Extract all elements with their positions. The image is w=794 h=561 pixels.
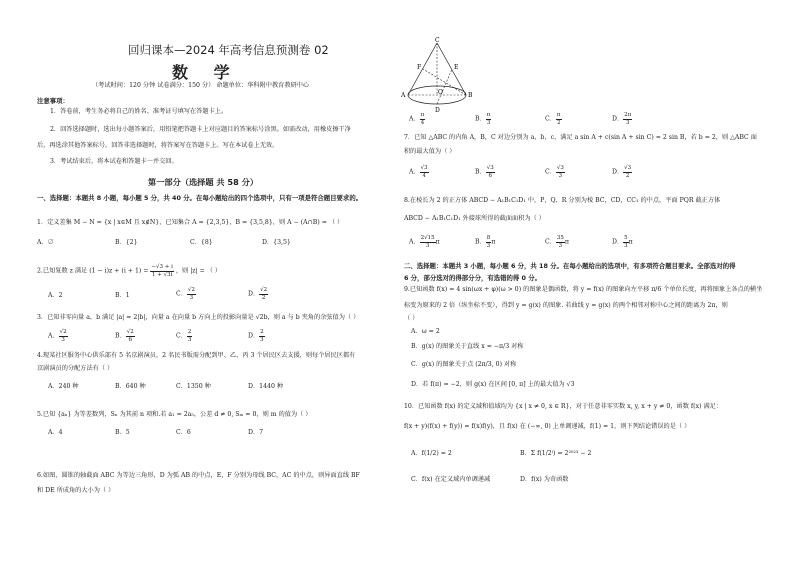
q10-option: A．f(1/2) = 2 [411, 450, 452, 457]
question-6-line: 6.如图，圆锥的轴截面 ABC 为等边三角形，D 为弧 AB 的中点，E，F 分别为母线 BC，AC 的中点，则异面直线 BF [37, 472, 360, 479]
cone-figure [398, 36, 478, 116]
q9-option: C．g(x) 的图象关于点 (2π/3, 0) 对称 [411, 361, 517, 368]
q1-option: A．∅ [37, 239, 54, 246]
q7-option: A． $\frac{√3}{4}$ [409, 165, 428, 179]
question-8-line: 8.在棱长为 2 的正方体 ABCD − A₁B₁C₁D₁ 中，P，Q，R 分别为棱 BC，CD，CC₁ 的中点，平面 PQR 截正方体 [404, 197, 721, 204]
q5-option: C．6 [176, 429, 191, 436]
q9-option: D．若 f(π) = −2，则 g(x) 在区间 [0, π] 上的最大值为 √3 [411, 381, 575, 388]
q10-option: B．Σ f(1/2ⁱ) = 2²⁰²³ − 2 [520, 450, 592, 457]
q6-option: A． $\frac{\pi}{4}$ [409, 112, 425, 126]
exam-meta: （考试时间：120 分钟 试卷满分：150 分） 命题单位：华科附中教育教研中心 [92, 82, 310, 89]
q8-option: A． $\frac{2√15}{3}$ π [409, 235, 440, 249]
label-b: B [468, 92, 473, 99]
q6-option: D． $\frac{2\pi}{3}$ [612, 112, 632, 126]
q8-option: D． $\frac{5}{3}$ π [612, 235, 633, 249]
q4-option: D．1440 种 [248, 383, 284, 390]
q2-option: D． $\frac{√2}{2}$ [248, 287, 268, 301]
label-e: E [454, 64, 459, 71]
question-5: 5.已知 {aₙ} 为等差数列，Sₙ 为其前 n 项和.若 a₁ = 2a₅，公差 d ≠ 0, Sₘ = 0，则 m 的值为（ ） [37, 411, 312, 418]
q2-option: A．2 [48, 292, 63, 299]
exam-title: 回归课本—2024 年高考信息预测卷 02 [128, 43, 329, 57]
q6-option: C． $\frac{\pi}{2}$ [545, 112, 561, 126]
q4-option: B．640 种 [115, 383, 146, 390]
q1-option: D．{3,5} [262, 239, 291, 246]
q8-option: C． $\frac{35}{3}$ π [545, 235, 569, 249]
note-line: 2．回答选择题时，选出每小题答案后，用铅笔把答题卡上对应题目的答案标号涂黑。如需改动，用橡皮擦干净 [50, 126, 351, 133]
question-6-line: 和 DE 所成角的大小为（ ） [37, 487, 115, 494]
note-line: 后，再选涂其他答案标号。回答非选择题时，将答案写在答题卡上。写在本试卷上无效。 [37, 142, 279, 149]
question-2: 2.已知复数 z 满足 (1 − i)z + (i + 1) = $\frac{-√3 + i}{1 + √3i}$ ，则 |z| = （ ） [37, 264, 222, 278]
question-9-line: 标变为原来的 2 倍（纵坐标不变），得到 y = g(x) 的图象. 若曲线 y = g(x) 的两个相邻对称中心之间的距离为 2π，则 [404, 302, 728, 309]
q7-option: D． $\frac{√3}{2}$ [612, 165, 632, 179]
q8-option: B． $\frac{8}{3}$ π [475, 235, 496, 249]
part-title: 第一部分（选择题 共 58 分） [148, 177, 259, 187]
section-one-heading: 一、选择题：本题共 8 小题，每小题 5 分，共 40 分。在每小题给出的四个选项中，只有一项是符合题目要求的。 [37, 194, 363, 202]
question-4-line: 4.现某社区服务中心供乐部有 5 名京剧演员，2 名民书版需分配到甲、乙、丙 3 个居民区去支援，则每个居民区都有 [37, 352, 356, 359]
q7-option: B． $\frac{√3}{6}$ [475, 165, 494, 179]
note-line: 3．考试结束后，将本试卷和答题卡一并交回。 [50, 158, 178, 165]
notes-heading: 注意事项： [37, 97, 69, 105]
q9-option: B．g(x) 的图象关于直线 x = −π/3 对称 [411, 343, 524, 350]
label-a: A [401, 92, 406, 99]
question-7-line: 积的最大值为（ ） [404, 148, 456, 155]
label-o: O [438, 89, 443, 96]
q10-option: D．f(x) 为奇函数 [520, 476, 569, 483]
q1-option: C．{8} [190, 239, 213, 246]
question-10-line: f(x + y)(f(x) + f(y)) = f(x)f(y)，且 f(x) 在 (−∞, 0) 上单调递减，f(1) = 1，则下列结论错误的是（ ） [404, 423, 691, 430]
label-d: D [435, 107, 440, 114]
label-f: F [417, 64, 422, 71]
q3-option: C． $\frac{2}{3}$ [176, 329, 192, 343]
question-7-line: 7．已知 △ABC 的内角 A，B，C 对边分别为 a，b，c，满足 a sin A + c(sin A + sin C) = 2 sin B，若 b = 2，则 △ABC 面 [404, 134, 757, 141]
q4-option: C．1350 种 [176, 383, 211, 390]
q3-option: D． $\frac{2}{3}$ [248, 329, 264, 343]
q7-option: C． $\frac{√3}{3}$ [545, 165, 564, 179]
q3-option: B． $\frac{√2}{6}$ [115, 329, 134, 343]
q3-option: A． $\frac{√2}{3}$ [48, 329, 67, 343]
question-4-line: 京剧演员的分配方法有（ ） [37, 365, 114, 372]
section-two-heading: 6 分，部分选对的得部分分，有选错的得 0 分。 [404, 274, 541, 282]
q1-option: B．{2} [115, 239, 138, 246]
question-10-line: 10．已知函数 f(x) 的定义域和值域均为 {x | x ≠ 0, x ∈ R}，对于任意非零实数 x, y, x + y ≠ 0，函数 f(x) 满足： [404, 403, 723, 410]
question-8-line: ABCD − A₁B₁C₁D₁ 外接球所得的截面面积为（ ） [404, 215, 545, 222]
q2-option: B．1 [115, 292, 130, 299]
subject-title: 数 学 [172, 63, 240, 82]
label-c: C [435, 37, 440, 44]
q5-option: B．5 [115, 429, 130, 436]
q2-option: C． $\frac{√2}{3}$ [176, 287, 195, 301]
q5-option: A．4 [48, 429, 63, 436]
q10-option: C．f(x) 在定义域内单调递减 [411, 476, 491, 483]
note-line: 1．答卷前，考生务必将自己的姓名、准考证号填写在答题卡上。 [50, 108, 228, 115]
section-two-heading: 二、选择题：本题共 3 小题，每小题 6 分，共 18 分。在每小题给出的选项中，有多项符合题目要求。全部选对的得 [404, 262, 736, 270]
q5-option: D．7 [248, 429, 264, 436]
q6-option: B． $\frac{\pi}{3}$ [475, 112, 491, 126]
q4-option: A．240 种 [48, 383, 79, 390]
question-3: 3．已知非零向量 a，b 满足 |a| = 2|b|，向量 a 在向量 b 方向上的投影向量是 √2b，则 a 与 b 夹角的余弦值为（ ） [37, 314, 360, 321]
question-9-line: （ ） [404, 315, 419, 322]
q9-option: A．ω = 2 [411, 328, 440, 335]
question-1: 1．定义差集 M − N = {x | x∈M 且 x∉N}，已知集合 A = {2,3,5}，B = {3,5,8}，则 A − (A∩B) = （ ） [37, 219, 344, 226]
question-9-line: 9.已知函数 f(x) = 4 sin(ωx + φ)(ω > 0) 的图象是偶函数，将 y = f(x) 的图象向左平移 π/6 个单位长度，再将图象上各点的横坐 [404, 286, 763, 293]
